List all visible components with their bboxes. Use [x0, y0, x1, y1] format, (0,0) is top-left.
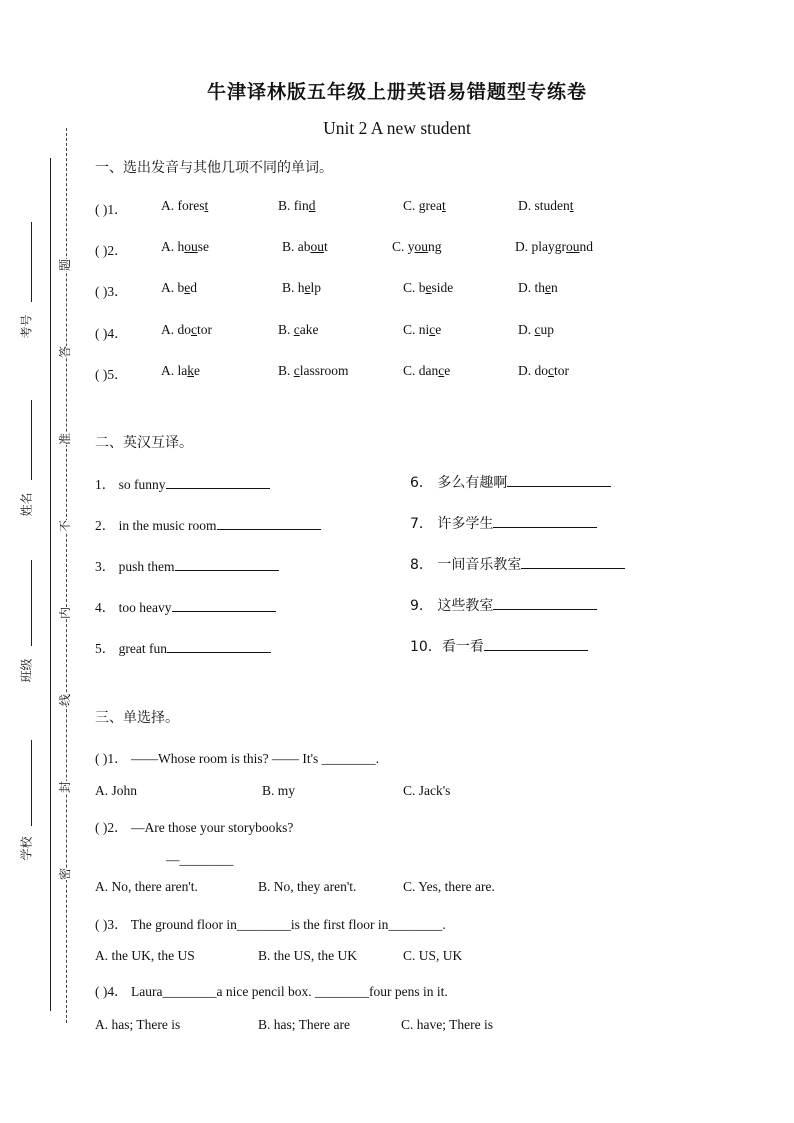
underlined-letters: k [187, 363, 194, 378]
margin-underline-school [31, 740, 32, 826]
translation-item: 2． in the music room [95, 514, 321, 534]
underlined-letters: t [569, 198, 574, 213]
option-c: C. young [392, 239, 442, 254]
question-stem: ( )4． Laura________a nice pencil box. ________four pens in it. [95, 984, 448, 999]
seal-char: 内 [58, 606, 73, 620]
option-a: A. doctor [161, 322, 212, 337]
question-stem: ( )2． —Are those your storybooks? [95, 820, 294, 835]
question-stem: ( )1． ——Whose room is this? —— It's ________. [95, 751, 380, 766]
option-b: B. cake [278, 322, 319, 337]
option-d: D. playground [515, 239, 593, 254]
underlined-letters: ou [414, 239, 429, 254]
translation-item: 9． 这些教室 [410, 595, 597, 615]
option-d: D. doctor [518, 363, 569, 378]
translation-item: 10．看一看 [410, 636, 588, 656]
option-c: C. dance [403, 363, 451, 378]
option-c: C. beside [403, 280, 454, 295]
option-c: C. Jack's [403, 783, 451, 798]
option-d: D. cup [518, 322, 554, 337]
margin-label-name: 姓名 [19, 492, 34, 517]
option-a: A. the UK, the US [95, 948, 195, 963]
translation-item: 7． 许多学生 [410, 513, 597, 533]
option-c: C. nice [403, 322, 442, 337]
option-c: C. have; There is [401, 1017, 493, 1032]
underlined-letters: c [429, 322, 436, 337]
translation-item: 4． too heavy [95, 596, 276, 616]
section2-heading: 二、英汉互译。 [95, 435, 193, 451]
underlined-letters: e [545, 280, 551, 295]
option-b: B. the US, the UK [258, 948, 357, 963]
option-a: A. John [95, 783, 138, 798]
answer-line: —________ [166, 852, 234, 867]
question-number: ( )2． [95, 243, 128, 258]
underlined-letters: c [438, 363, 445, 378]
margin-label-school: 学校 [19, 836, 34, 861]
margin-solid-line [50, 158, 51, 1011]
underlined-letters: e [425, 280, 432, 295]
seal-char: 答 [58, 345, 73, 359]
option-b: B. my [262, 783, 296, 798]
question-stem: ( )3． The ground floor in________is the first floor in________. [95, 917, 446, 932]
option-c: C. US, UK [403, 948, 463, 963]
option-a: A. No, there aren't. [95, 879, 198, 894]
option-c: C. great [403, 198, 446, 213]
option-a: A. forest [161, 198, 209, 213]
option-b: B. help [282, 280, 322, 295]
underlined-letters: c [534, 322, 541, 337]
translation-item: 3． push them [95, 555, 279, 575]
translation-item: 6． 多么有趣啊 [410, 472, 611, 492]
underlined-letters: c [293, 363, 300, 378]
seal-char: 线 [58, 693, 73, 707]
option-d: D. student [518, 198, 574, 213]
question-number: ( )5． [95, 367, 128, 382]
translation-item: 5． great fun [95, 637, 271, 657]
underlined-letters: c [293, 322, 300, 337]
section1-heading: 一、选出发音与其他几项不同的单词。 [95, 160, 333, 176]
underlined-letters: e [304, 280, 311, 295]
underlined-letters: d [308, 198, 316, 213]
page-subtitle: Unit 2 A new student [323, 118, 471, 138]
underlined-letters: ou [310, 239, 324, 254]
question-number: ( )3． [95, 284, 128, 299]
seal-char: 封 [58, 780, 73, 794]
translation-item: 1． so funny [95, 473, 270, 493]
margin-label-class: 班级 [19, 658, 34, 683]
margin-label-exam-no: 考号 [19, 314, 34, 339]
margin-underline-name [31, 400, 32, 480]
option-a: A. lake [161, 363, 200, 378]
underlined-letters: ou [184, 239, 198, 254]
option-b: B. classroom [278, 363, 349, 378]
translation-item: 8． 一间音乐教室 [410, 554, 625, 574]
seal-char: 不 [58, 519, 73, 533]
option-a: A. house [161, 239, 209, 254]
underlined-letters: c [548, 363, 554, 378]
section3-heading: 三、单选择。 [95, 710, 179, 726]
option-b: B. about [282, 239, 328, 254]
underlined-letters: ou [566, 239, 580, 254]
question-number: ( )1． [95, 202, 128, 217]
margin-underline-exam-no [31, 222, 32, 302]
underlined-letters: t [204, 198, 209, 213]
option-b: B. find [278, 198, 316, 213]
underlined-letters: c [191, 322, 197, 337]
underlined-letters: t [441, 198, 446, 213]
seal-char: 题 [58, 258, 73, 272]
question-number: ( )4． [95, 326, 128, 341]
option-a: A. bed [161, 280, 197, 295]
seal-char: 密 [58, 867, 73, 881]
margin-underline-class [31, 560, 32, 646]
page-title: 牛津译林版五年级上册英语易错题型专练卷 [206, 81, 587, 103]
option-b: B. has; There are [258, 1017, 350, 1032]
option-b: B. No, they aren't. [258, 879, 357, 894]
option-c: C. Yes, there are. [403, 879, 495, 894]
seal-char: 准 [58, 432, 73, 446]
underlined-letters: e [184, 280, 191, 295]
option-a: A. has; There is [95, 1017, 181, 1032]
option-d: D. then [518, 280, 558, 295]
